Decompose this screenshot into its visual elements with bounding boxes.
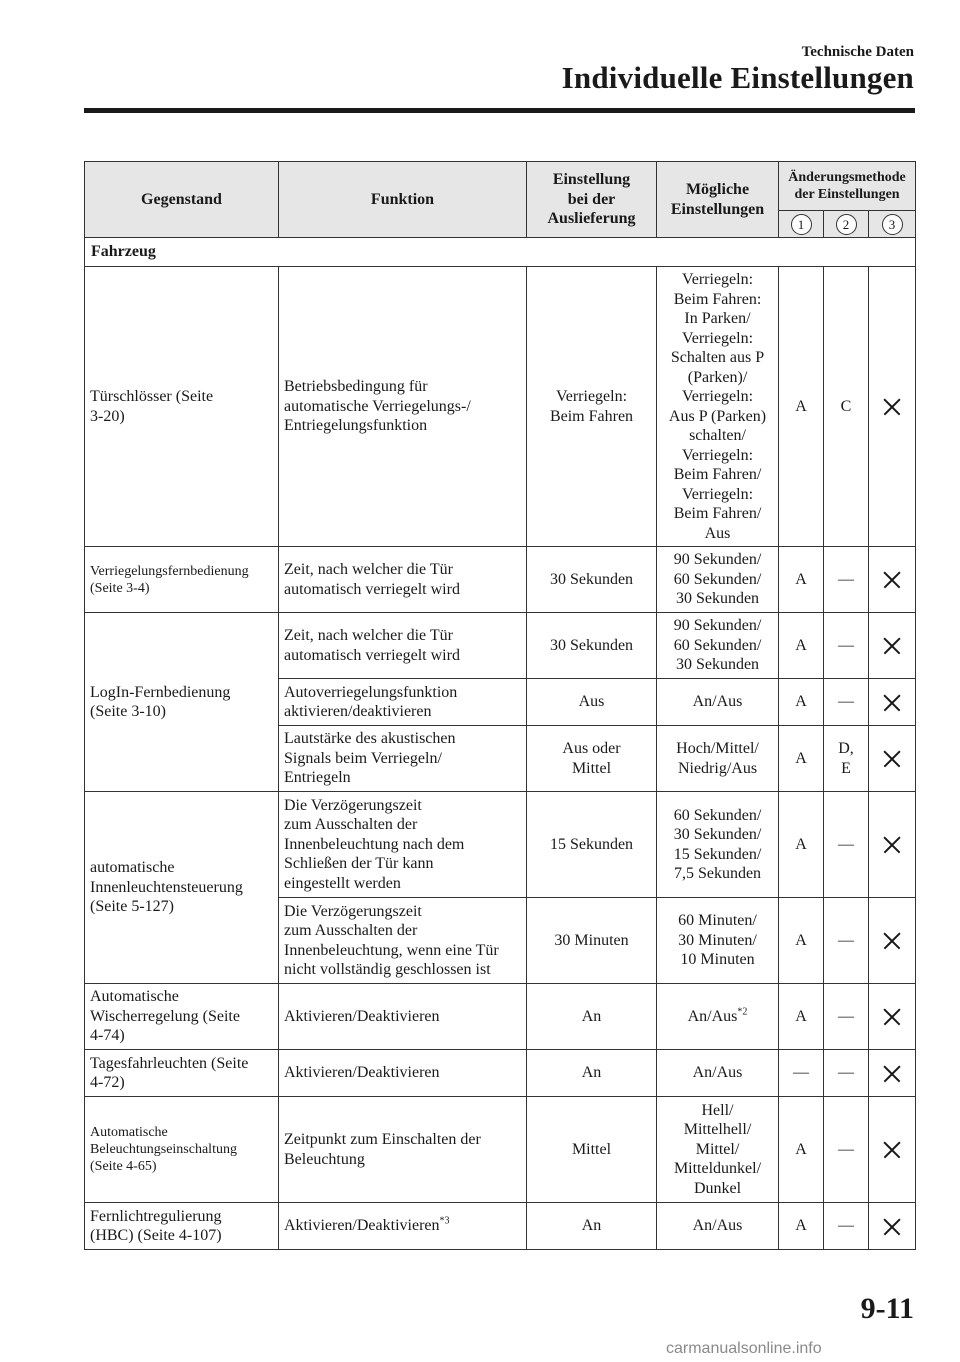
default-cell: An — [527, 984, 657, 1050]
footnote-mark: *3 — [439, 1215, 450, 1227]
title-rule — [84, 108, 915, 113]
item-cell: Tagesfahrleuchten (Seite 4-72) — [85, 1050, 279, 1097]
function-cell: Lautstärke des akustischen Signals beim Verriegeln/ Entriegeln — [279, 726, 527, 792]
footnote-mark: *2 — [737, 1006, 748, 1018]
method-3-cell — [869, 792, 916, 898]
default-cell: 15 Sekunden — [527, 792, 657, 898]
method-1-cell: A — [779, 1097, 824, 1203]
method-2-cell: D, E — [824, 726, 869, 792]
function-cell: Die Verzögerungszeit zum Ausschalten der Innenbeleuchtung nach dem Schließen der Tür kann eingestellt werden — [279, 792, 527, 898]
item-cell: Automatische Beleuchtungseinschaltung (Seite 4-65) — [85, 1097, 279, 1203]
page-number: 9-11 — [860, 1292, 914, 1325]
item-cell: Verriegelungsfernbedienung (Seite 3-4) — [85, 547, 279, 613]
item-cell: Fernlichtregulierung (HBC) (Seite 4-107) — [85, 1203, 279, 1250]
options-cell: 60 Minuten/ 30 Minuten/ 10 Minuten — [657, 898, 779, 984]
cross-icon — [883, 750, 901, 768]
cross-icon — [883, 571, 901, 589]
method-3-cell — [869, 1097, 916, 1203]
function-cell: Aktivieren/Deaktivieren — [279, 1050, 527, 1097]
item-cell: automatische Innenleuchtensteuerung (Seite 5-127) — [85, 792, 279, 984]
function-cell: Betriebsbedingung für automatische Verriegelungs-/ Entriegelungsfunktion — [279, 267, 527, 547]
method-3-cell — [869, 267, 916, 547]
method-2-cell: — — [824, 898, 869, 984]
function-cell: Zeit, nach welcher die Tür automatisch verriegelt wird — [279, 613, 527, 679]
method-1-cell: A — [779, 898, 824, 984]
method-2-cell: — — [824, 613, 869, 679]
table-row — [85, 267, 916, 547]
method-3-cell — [869, 898, 916, 984]
table-row — [85, 792, 916, 898]
method-2-cell: — — [824, 547, 869, 613]
default-cell: An — [527, 1203, 657, 1250]
default-cell: 30 Sekunden — [527, 613, 657, 679]
options-cell: An/Aus — [657, 679, 779, 726]
method-2-cell: — — [824, 1203, 869, 1250]
default-cell: Verriegeln: Beim Fahren — [527, 267, 657, 547]
method-2-header — [824, 211, 869, 238]
method-3-cell — [869, 984, 916, 1050]
default-cell: Aus — [527, 679, 657, 726]
function-cell: Aktivieren/Deaktivieren — [279, 984, 527, 1050]
table-row — [85, 1203, 916, 1250]
method-1-cell: A — [779, 792, 824, 898]
options-cell: 90 Sekunden/ 60 Sekunden/ 30 Sekunden — [657, 613, 779, 679]
cross-icon — [883, 1008, 901, 1026]
method-3-cell — [869, 726, 916, 792]
cross-icon — [883, 694, 901, 712]
section-label: Technische Daten — [801, 44, 914, 60]
method-2-cell: — — [824, 1097, 869, 1203]
method-1-cell: A — [779, 547, 824, 613]
method-3-cell — [869, 1203, 916, 1250]
table-row — [85, 1097, 916, 1203]
method-1-cell: — — [779, 1050, 824, 1097]
method-3-cell — [869, 679, 916, 726]
method-1-cell: A — [779, 1203, 824, 1250]
col-header-function: Funktion — [279, 162, 527, 238]
settings-table — [84, 161, 916, 1250]
default-cell: Aus oder Mittel — [527, 726, 657, 792]
circled-number-1-icon: 1 — [791, 214, 812, 235]
method-1-header — [779, 211, 824, 238]
function-cell: Autoverriegelungsfunktion aktivieren/deaktivieren — [279, 679, 527, 726]
method-1-cell: A — [779, 679, 824, 726]
method-1-cell: A — [779, 984, 824, 1050]
table-row — [85, 613, 916, 679]
default-cell: An — [527, 1050, 657, 1097]
options-cell: An/Aus — [657, 1203, 779, 1250]
default-cell: 30 Minuten — [527, 898, 657, 984]
col-header-default: Einstellung bei der Auslieferung — [527, 162, 657, 238]
table-row — [85, 1050, 916, 1097]
function-cell: Zeitpunkt zum Einschalten der Beleuchtung — [279, 1097, 527, 1203]
cross-icon — [883, 932, 901, 950]
method-2-cell: — — [824, 984, 869, 1050]
cross-icon — [883, 637, 901, 655]
circled-number-2-icon: 2 — [836, 214, 857, 235]
default-cell: Mittel — [527, 1097, 657, 1203]
page-title: Individuelle Einstellungen — [561, 60, 914, 95]
watermark: carmanualsonline.info — [666, 1340, 822, 1357]
cross-icon — [883, 398, 901, 416]
circled-number-3-icon: 3 — [882, 214, 903, 235]
cross-icon — [883, 1065, 901, 1083]
method-1-cell: A — [779, 267, 824, 547]
item-cell: LogIn-Fernbedienung (Seite 3-10) — [85, 613, 279, 792]
function-cell: Zeit, nach welcher die Tür automatisch verriegelt wird — [279, 547, 527, 613]
method-3-header — [869, 211, 916, 238]
method-3-cell — [869, 613, 916, 679]
options-cell: An/Aus — [657, 1050, 779, 1097]
method-2-cell: — — [824, 679, 869, 726]
default-cell: 30 Sekunden — [527, 547, 657, 613]
method-3-cell — [869, 547, 916, 613]
method-2-cell: — — [824, 792, 869, 898]
options-cell: 90 Sekunden/ 60 Sekunden/ 30 Sekunden — [657, 547, 779, 613]
options-cell: 60 Sekunden/ 30 Sekunden/ 15 Sekunden/ 7,5 Sekunden — [657, 792, 779, 898]
method-1-cell: A — [779, 613, 824, 679]
options-cell: Verriegeln: Beim Fahren: In Parken/ Verriegeln: Schalten aus P (Parken)/ Verriegeln: Aus P (Parken) schalten/ Verriegeln: Beim Fahren/ Verriegeln: Beim Fahren/ Aus — [657, 267, 779, 547]
col-header-item: Gegenstand — [85, 162, 279, 238]
item-cell: Türschlösser (Seite 3-20) — [85, 267, 279, 547]
function-cell: Die Verzögerungszeit zum Ausschalten der Innenbeleuchtung, wenn eine Tür nicht vollständig geschlossen ist — [279, 898, 527, 984]
col-header-method: Änderungsmethode der Einstellungen — [779, 162, 916, 211]
options-cell: An/Aus$^{*2}$ — [657, 984, 779, 1050]
method-2-cell: C — [824, 267, 869, 547]
options-cell: Hell/ Mittelhell/ Mittel/ Mitteldunkel/ Dunkel — [657, 1097, 779, 1203]
cross-icon — [883, 1218, 901, 1236]
table-row — [85, 547, 916, 613]
options-cell: Hoch/Mittel/ Niedrig/Aus — [657, 726, 779, 792]
col-header-options: Mögliche Einstellungen — [657, 162, 779, 238]
table-row — [85, 984, 916, 1050]
cross-icon — [883, 1141, 901, 1159]
method-2-cell: — — [824, 1050, 869, 1097]
method-3-cell — [869, 1050, 916, 1097]
category-row: Fahrzeug — [85, 238, 916, 267]
method-1-cell: A — [779, 726, 824, 792]
cross-icon — [883, 836, 901, 854]
function-cell: Aktivieren/Deaktivieren$^{*3}$ — [279, 1203, 527, 1250]
item-cell: Automatische Wischerregelung (Seite 4-74) — [85, 984, 279, 1050]
